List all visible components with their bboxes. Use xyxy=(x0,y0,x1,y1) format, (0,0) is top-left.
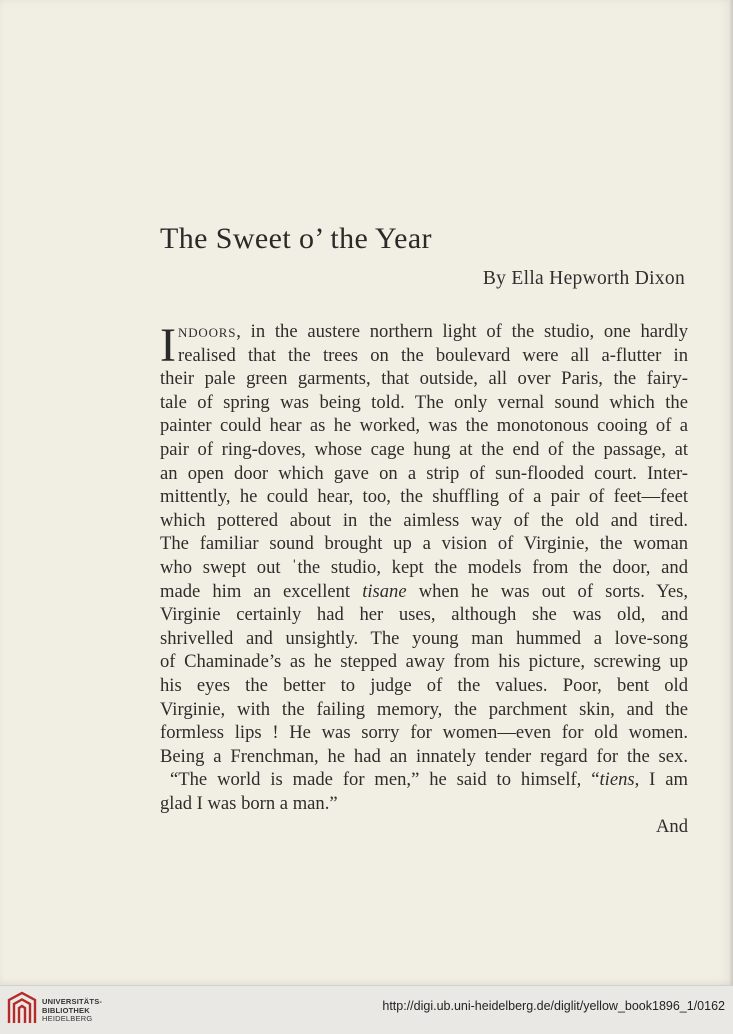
catchword: And xyxy=(655,816,688,838)
story-title: The Sweet o’ the Year xyxy=(160,222,432,255)
story-body xyxy=(160,320,688,839)
text-line: “The world is made for men,” he said to himself, “tiens, I am xyxy=(170,769,688,791)
text-line: which pottered about in the aimless way of the old and tired. xyxy=(160,509,688,531)
text-line: pair of ring-doves, whose cage hung at the end of the passage, at xyxy=(160,438,688,460)
italic-word: tisane xyxy=(362,580,407,602)
text-line: his eyes the better to judge of the values. Poor, bent old xyxy=(160,674,688,696)
text-line: Being a Frenchman, he had an innately tender regard for the sex. xyxy=(160,745,688,767)
author-byline: By Ella Hepworth Dixon xyxy=(482,268,685,289)
text-line: made him an excellent tisane when he was out of sorts. Yes, xyxy=(160,580,688,602)
text-line: glad I was born a man.” xyxy=(160,792,338,814)
drop-cap: I xyxy=(160,319,176,372)
text-line: ndoors, in the austere northern light of the studio, one hardly xyxy=(178,321,688,342)
institution-name: UNIVERSITÄTS- BIBLIOTHEK HEIDELBERG xyxy=(42,997,103,1023)
text-line: Virginie certainly had her uses, although she was old, and xyxy=(160,604,688,626)
italic-word: tiens xyxy=(599,769,635,791)
text-line: The familiar sound brought up a vision of Virginie, the woman xyxy=(160,533,688,555)
text-line: tale of spring was being told. The only vernal sound which the xyxy=(160,391,688,413)
text-line: shrivelled and unsightly. The young man hummed a love-song xyxy=(160,627,688,649)
text-line: an open door which gave on a strip of sun-flooded court. Inter- xyxy=(160,462,688,484)
permalink-url[interactable]: http://digi.ub.uni-heidelberg.de/diglit/yellow_book1896_1/0162 xyxy=(382,999,725,1013)
text-line: realised that the trees on the boulevard were all a-flutter in xyxy=(178,344,688,366)
university-library-logo-icon xyxy=(6,990,38,1026)
text-line: mittently, he could hear, too, the shuffling of a pair of feet—feet xyxy=(160,486,688,508)
text-line: formless lips ! He was sorry for women—even for old women. xyxy=(160,722,688,744)
text-line: painter could hear as he worked, was the monotonous cooing of a xyxy=(160,415,688,437)
text-line: their pale green garments, that outside, all over Paris, the fairy- xyxy=(160,368,688,390)
text-line: Virginie, with the failing memory, the parchment skin, and the xyxy=(160,698,688,720)
opening-word: ndoors xyxy=(178,321,237,342)
viewer-footer xyxy=(0,985,733,1034)
text-line: of Chaminade’s as he stepped away from his picture, screwing up xyxy=(160,651,688,673)
text-line: who swept out ˈthe studio, kept the models from the door, and xyxy=(160,556,688,578)
